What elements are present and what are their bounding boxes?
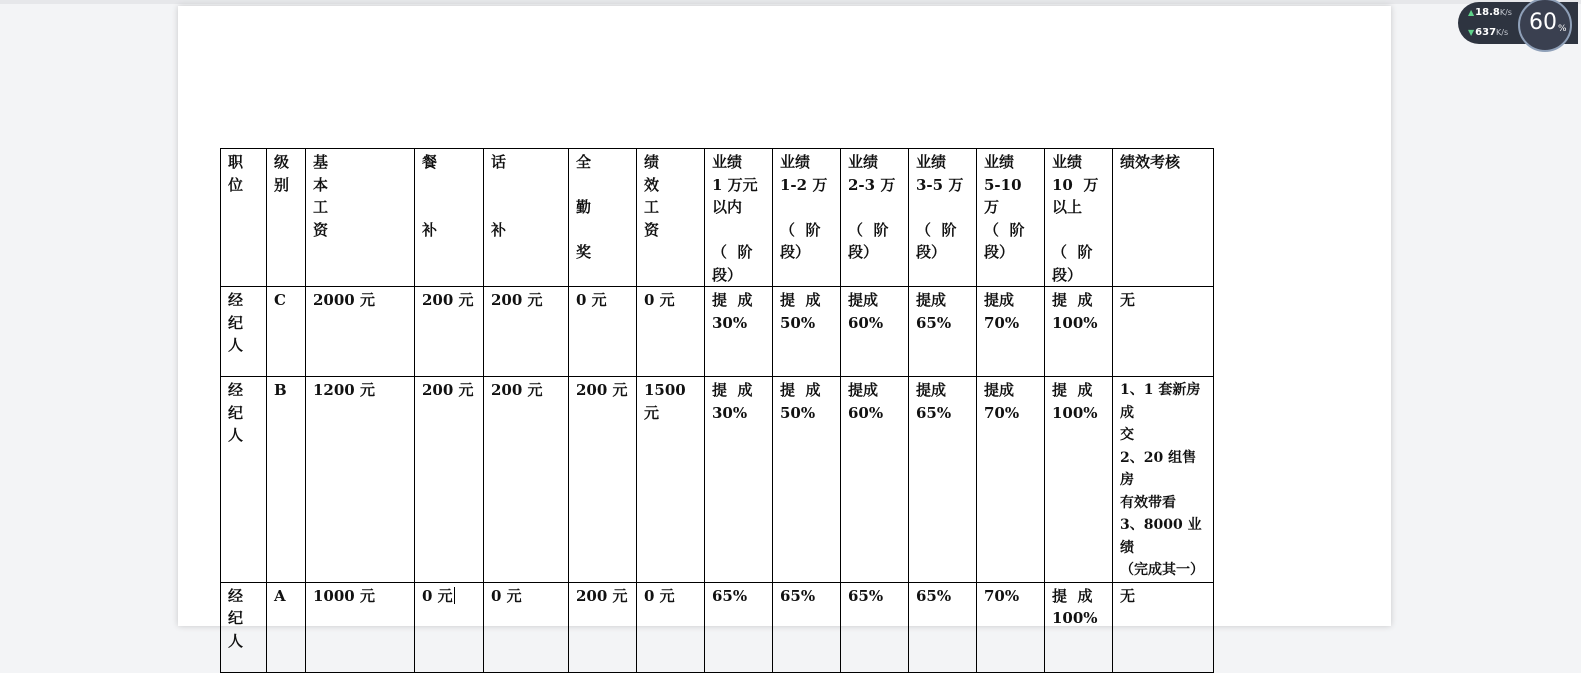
viewer-top-strip xyxy=(0,0,1581,4)
upload-value: 18.8 xyxy=(1475,7,1500,18)
cell-tier5: 提成 70% xyxy=(984,381,1020,422)
cell-perf-salary: 0 元 xyxy=(644,586,675,605)
cell-meal: 200 元 xyxy=(422,381,474,399)
cell-tier4: 65% xyxy=(916,586,952,605)
cell-tier6: 提 成 100% xyxy=(1052,586,1098,627)
cell-base-salary: 1000 元 xyxy=(313,586,375,605)
cell-position: 经 纪 人 xyxy=(228,586,244,650)
upload-unit: K/s xyxy=(1499,8,1512,17)
cell-tier2: 提 成 50% xyxy=(780,291,821,332)
download-arrow-icon: ▼ xyxy=(1468,28,1475,37)
cell-tier1: 提 成 30% xyxy=(712,291,753,332)
editable-cell[interactable] xyxy=(415,582,484,672)
header-tier1: 业绩 1 万元 以内 （ 阶 段） xyxy=(712,153,758,284)
cell-perf-salary: 0 元 xyxy=(644,291,675,309)
download-value: 637 xyxy=(1475,27,1497,38)
header-attendance: 全 勤 奖 xyxy=(576,153,592,261)
cell-level: B xyxy=(274,381,287,399)
cell-tier4: 提成 65% xyxy=(916,291,952,332)
cell-attendance: 0 元 xyxy=(576,291,607,309)
cell-assessment: 1、1 套新房成 交 2、20 组售房 有效带看 3、8000 业绩 （完成其一） xyxy=(1120,382,1204,578)
header-assessment: 绩效考核 xyxy=(1120,153,1181,171)
cell-level: C xyxy=(274,291,286,309)
cell-assessment: 无 xyxy=(1120,291,1136,309)
header-phone: 话 补 xyxy=(491,153,507,239)
upload-speed xyxy=(1468,7,1512,18)
cell-tier6: 提 成 100% xyxy=(1052,291,1098,332)
cell-position: 经 纪 人 xyxy=(228,381,244,444)
header-tier5: 业绩 5-10 万 （ 阶 段） xyxy=(984,153,1025,261)
download-speed xyxy=(1468,27,1508,38)
table-row xyxy=(221,582,1214,672)
salary-table xyxy=(220,148,1214,673)
cell-attendance: 200 元 xyxy=(576,586,628,605)
cell-tier2: 提 成 50% xyxy=(780,381,821,422)
cell-tier6: 提 成 100% xyxy=(1052,381,1098,422)
header-tier2: 业绩 1-2 万 （ 阶 段） xyxy=(780,153,828,261)
cell-meal: 200 元 xyxy=(422,291,474,309)
cell-position: 经 纪 人 xyxy=(228,291,244,354)
cell-phone: 200 元 xyxy=(491,381,543,399)
usage-gauge[interactable] xyxy=(1518,0,1572,52)
cell-attendance: 200 元 xyxy=(576,381,628,399)
cell-tier3: 65% xyxy=(848,586,884,605)
text-cursor xyxy=(454,587,455,604)
cell-phone: 200 元 xyxy=(491,291,543,309)
cell-phone: 0 元 xyxy=(491,586,522,605)
cell-tier5: 70% xyxy=(984,586,1020,605)
header-tier4: 业绩 3-5 万 （ 阶 段） xyxy=(916,153,964,261)
cell-tier2: 65% xyxy=(780,586,816,605)
cell-perf-salary: 1500 元 xyxy=(644,381,686,422)
cell-tier1: 65% xyxy=(712,586,748,605)
cell-level: A xyxy=(274,586,286,605)
cell-tier1: 提 成 30% xyxy=(712,381,753,422)
header-meal: 餐 补 xyxy=(422,153,438,239)
gauge-value: 60 xyxy=(1529,10,1557,35)
download-unit: K/s xyxy=(1496,28,1509,37)
cell-base-salary: 1200 元 xyxy=(313,381,375,399)
table-row xyxy=(221,377,1214,583)
cell-tier4: 提成 65% xyxy=(916,381,952,422)
header-tier3: 业绩 2-3 万 （ 阶 段） xyxy=(848,153,896,261)
table-header-row xyxy=(221,149,1214,287)
header-base-salary: 基 本 工 资 xyxy=(313,153,329,239)
cell-tier5: 提成 70% xyxy=(984,291,1020,332)
header-level: 级 别 xyxy=(274,153,290,194)
cell-assessment: 无 xyxy=(1120,586,1136,605)
header-perf-salary: 绩 效 工 资 xyxy=(644,153,660,239)
cell-tier3: 提成 60% xyxy=(848,381,884,422)
cell-base-salary: 2000 元 xyxy=(313,291,375,309)
table-row xyxy=(221,287,1214,377)
header-position: 职 位 xyxy=(228,153,244,194)
gauge-unit: % xyxy=(1558,24,1567,34)
upload-arrow-icon: ▲ xyxy=(1468,8,1475,17)
cell-meal: 0 元 xyxy=(422,586,453,605)
cell-tier3: 提成 60% xyxy=(848,291,884,332)
header-tier6: 业绩 10 万 以上 （ 阶 段） xyxy=(1052,153,1099,284)
